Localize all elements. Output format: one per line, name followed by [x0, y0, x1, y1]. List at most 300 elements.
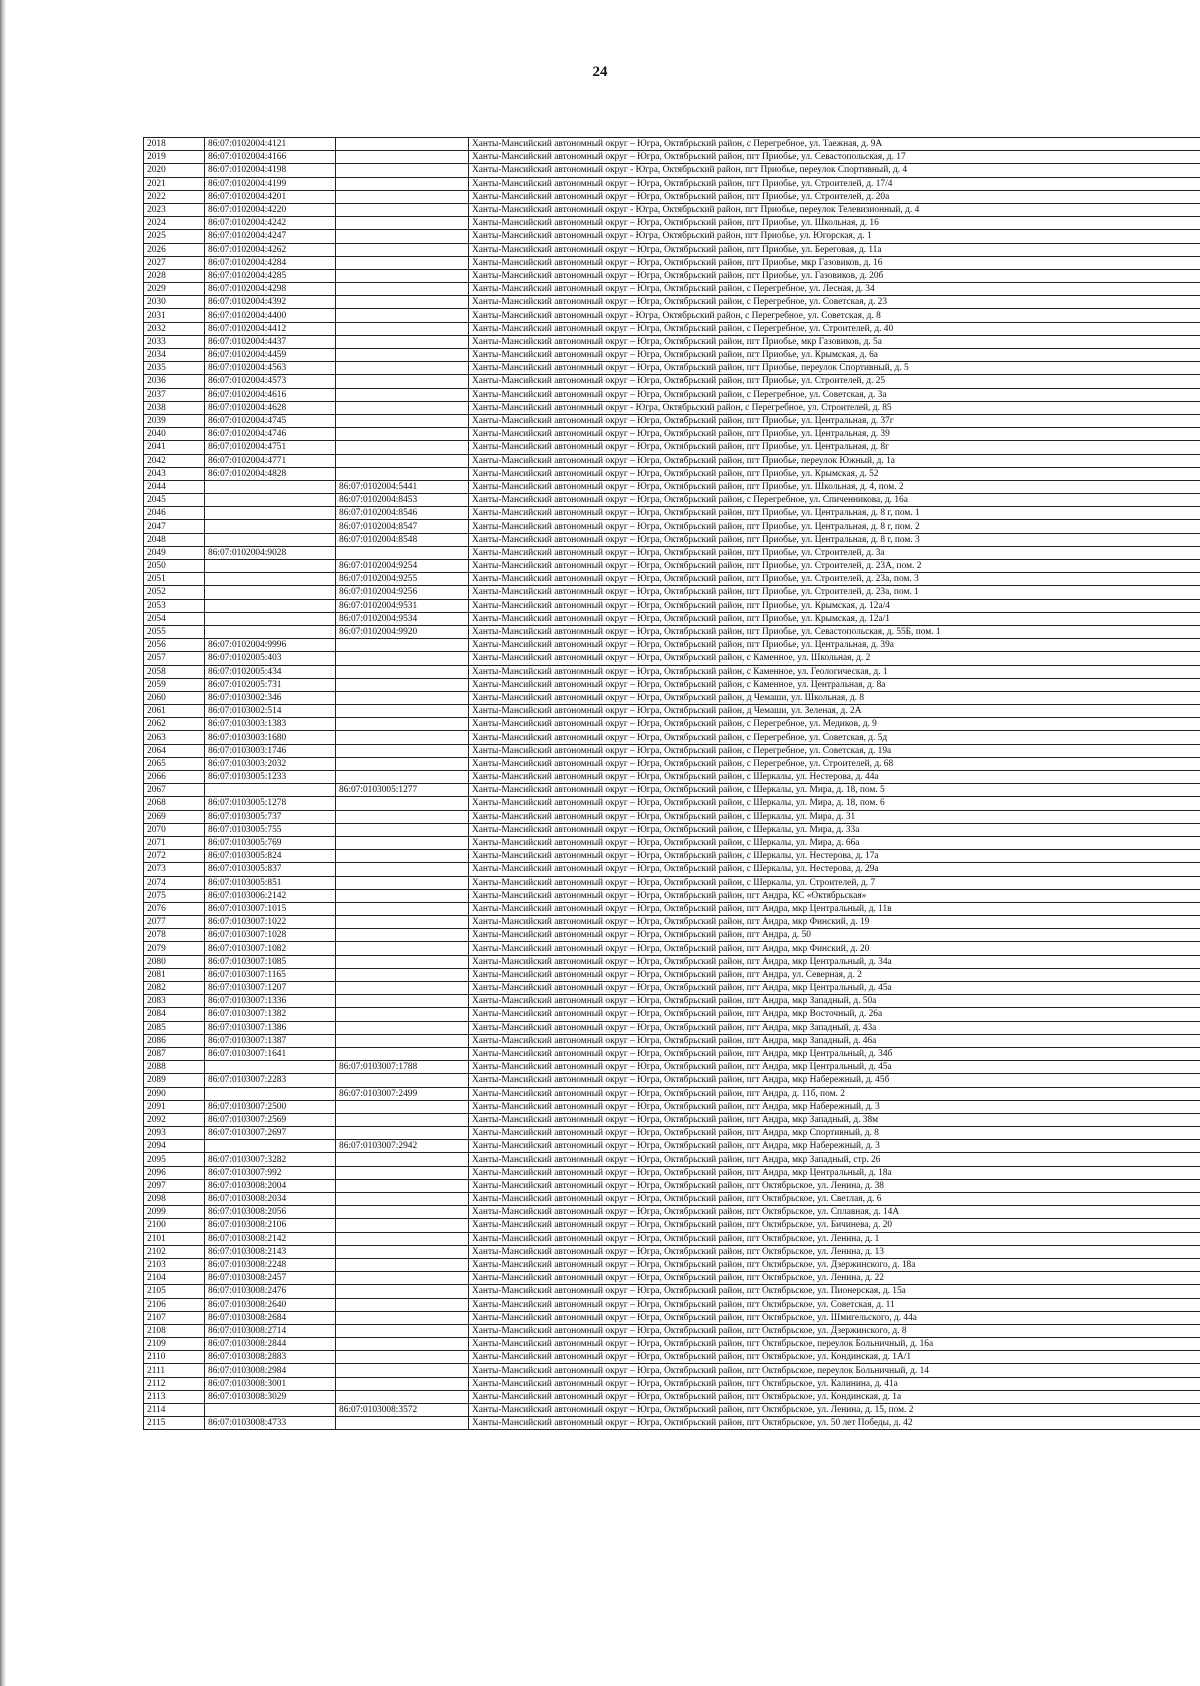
address-cell: Ханты-Мансийский автономный округ – Югра, Октябрьский район, пгт Приобье, ул. Центральная, д. 8 г, пом. 2	[469, 520, 1200, 533]
row-number-cell: 2022	[144, 190, 205, 203]
address-cell: Ханты-Мансийский автономный округ – Югра, Октябрьский район, пгт Андра, мкр Финский, д. 19	[469, 916, 1200, 929]
table-row	[144, 494, 1200, 507]
premises-cadastral-number-cell	[336, 744, 469, 757]
cadastral-number-cell: 86:07:0103007:2697	[205, 1127, 336, 1140]
cadastral-number-cell: 86:07:0102004:4201	[205, 190, 336, 203]
address-cell: Ханты-Мансийский автономный округ – Югра, Октябрьский район, с Шеркалы, ул. Строителей, д. 7	[469, 876, 1200, 889]
address-cell: Ханты-Мансийский автономный округ – Югра, Октябрьский район, пгт Приобье, ул. Школьная, д. 4, пом. 2	[469, 480, 1200, 493]
row-number-cell: 2099	[144, 1206, 205, 1219]
premises-cadastral-number-cell	[336, 955, 469, 968]
cadastral-number-cell	[205, 494, 336, 507]
row-number-cell: 2049	[144, 546, 205, 559]
address-cell: Ханты-Мансийский автономный округ – Югра, Октябрьский район, пгт Андра, мкр Западный, д. 43а	[469, 1021, 1200, 1034]
table-row	[144, 929, 1200, 942]
address-cell: Ханты-Мансийский автономный округ – Югра, Октябрьский район, пгт Андра, мкр Центральный, д. 45а	[469, 1061, 1200, 1074]
cadastral-number-cell: 86:07:0103003:2032	[205, 757, 336, 770]
cadastral-number-cell: 86:07:0102004:4412	[205, 322, 336, 335]
address-cell: Ханты-Мансийский автономный округ – Югра, Октябрьский район, пгт Андра, мкр Набережный, д. 3	[469, 1140, 1200, 1153]
cadastral-number-cell: 86:07:0103002:514	[205, 705, 336, 718]
row-number-cell: 2073	[144, 863, 205, 876]
premises-cadastral-number-cell	[336, 1351, 469, 1364]
row-number-cell: 2070	[144, 823, 205, 836]
address-cell: Ханты-Мансийский автономный округ – Югра, Октябрьский район, с Перегребное, ул. Строителей, д. 68	[469, 757, 1200, 770]
premises-cadastral-number-cell: 86:07:0103005:1277	[336, 784, 469, 797]
cadastral-number-cell: 86:07:0103008:2883	[205, 1351, 336, 1364]
premises-cadastral-number-cell	[336, 1193, 469, 1206]
cadastral-number-cell: 86:07:0102004:9996	[205, 639, 336, 652]
row-number-cell: 2027	[144, 256, 205, 269]
address-cell: Ханты-Мансийский автономный округ – Югра, Октябрьский район, пгт Октябрьское, переулок Больничный, д. 14	[469, 1364, 1200, 1377]
address-cell: Ханты-Мансийский автономный округ – Югра, Октябрьский район, с Каменное, ул. Центральная, д. 8а	[469, 678, 1200, 691]
table-row	[144, 652, 1200, 665]
row-number-cell: 2050	[144, 560, 205, 573]
cadastral-number-cell: 86:07:0102004:4828	[205, 467, 336, 480]
table-row	[144, 164, 1200, 177]
premises-cadastral-number-cell: 86:07:0102004:9531	[336, 599, 469, 612]
row-number-cell: 2042	[144, 454, 205, 467]
premises-cadastral-number-cell	[336, 1232, 469, 1245]
row-number-cell: 2054	[144, 612, 205, 625]
address-cell: Ханты-Мансийский автономный округ – Югра, Октябрьский район, пгт Андра, мкр Центральный, д. 34а	[469, 955, 1200, 968]
address-cell: Ханты-Мансийский автономный округ – Югра, Октябрьский район, пгт Октябрьское, ул. Ленина, д. 22	[469, 1272, 1200, 1285]
table-row	[144, 1245, 1200, 1258]
address-cell: Ханты-Мансийский автономный округ – Югра, Октябрьский район, с Каменное, ул. Школьная, д. 2	[469, 652, 1200, 665]
premises-cadastral-number-cell	[336, 203, 469, 216]
premises-cadastral-number-cell	[336, 1311, 469, 1324]
table-row	[144, 230, 1200, 243]
table-row	[144, 388, 1200, 401]
cadastral-number-cell: 86:07:0103005:837	[205, 863, 336, 876]
address-cell: Ханты-Мансийский автономный округ – Югра, Октябрьский район, пгт Андра, мкр Центральный, д. 18а	[469, 1166, 1200, 1179]
table-row	[144, 309, 1200, 322]
table-row	[144, 1113, 1200, 1126]
table-row	[144, 283, 1200, 296]
premises-cadastral-number-cell: 86:07:0102004:9920	[336, 625, 469, 638]
cadastral-number-cell: 86:07:0103008:2714	[205, 1324, 336, 1337]
cadastral-number-cell: 86:07:0103008:2457	[205, 1272, 336, 1285]
row-number-cell: 2113	[144, 1390, 205, 1403]
address-cell: Ханты-Мансийский автономный округ – Югра, Октябрьский район, пгт Приобье, ул. Центральная, д. 8г	[469, 441, 1200, 454]
cadastral-number-cell: 86:07:0102005:434	[205, 665, 336, 678]
cadastral-number-cell: 86:07:0102004:9028	[205, 546, 336, 559]
cadastral-number-cell: 86:07:0103006:2142	[205, 889, 336, 902]
row-number-cell: 2089	[144, 1074, 205, 1087]
row-number-cell: 2106	[144, 1298, 205, 1311]
table-row	[144, 1021, 1200, 1034]
address-cell: Ханты-Мансийский автономный округ – Югра, Октябрьский район, с Перегребное, ул. Советская, д. 23	[469, 296, 1200, 309]
premises-cadastral-number-cell	[336, 1285, 469, 1298]
row-number-cell: 2043	[144, 467, 205, 480]
table-row	[144, 705, 1200, 718]
premises-cadastral-number-cell	[336, 1390, 469, 1403]
cadastral-number-cell	[205, 1404, 336, 1417]
cadastral-number-cell: 86:07:0103008:2142	[205, 1232, 336, 1245]
cadastral-number-cell: 86:07:0102004:4771	[205, 454, 336, 467]
row-number-cell: 2029	[144, 283, 205, 296]
premises-cadastral-number-cell	[336, 1021, 469, 1034]
table-row	[144, 691, 1200, 704]
table-row	[144, 1127, 1200, 1140]
cadastral-number-cell: 86:07:0103007:2569	[205, 1113, 336, 1126]
table-row	[144, 586, 1200, 599]
address-cell: Ханты-Мансийский автономный округ – Югра, Октябрьский район, пгт Октябрьское, ул. Светлая, д. 6	[469, 1193, 1200, 1206]
address-cell: Ханты-Мансийский автономный округ – Югра, Октябрьский район, пгт Октябрьское, ул. Кондинская, д. 1а	[469, 1390, 1200, 1403]
row-number-cell: 2035	[144, 362, 205, 375]
cadastral-number-cell: 86:07:0102004:4298	[205, 283, 336, 296]
table-row	[144, 612, 1200, 625]
row-number-cell: 2020	[144, 164, 205, 177]
table-row	[144, 1034, 1200, 1047]
address-cell: Ханты-Мансийский автономный округ – Югра, Октябрьский район, с Шеркалы, ул. Мира, д. 66а	[469, 836, 1200, 849]
cadastral-number-cell	[205, 507, 336, 520]
address-cell: Ханты-Мансийский автономный округ – Югра, Октябрьский район, пгт Приобье, ул. Строителей, д. 23а, пом. 1	[469, 586, 1200, 599]
row-number-cell: 2112	[144, 1377, 205, 1390]
cadastral-number-cell: 86:07:0103003:1383	[205, 718, 336, 731]
table-row	[144, 546, 1200, 559]
row-number-cell: 2059	[144, 678, 205, 691]
premises-cadastral-number-cell	[336, 454, 469, 467]
address-cell: Ханты-Мансийский автономный округ – Югра, Октябрьский район, пгт Октябрьское, ул. Дзержинского, д. 8	[469, 1324, 1200, 1337]
address-cell: Ханты-Мансийский автономный округ – Югра, Октябрьский район, пгт Андра, мкр Западный, д. 46а	[469, 1034, 1200, 1047]
premises-cadastral-number-cell	[336, 335, 469, 348]
row-number-cell: 2087	[144, 1047, 205, 1060]
address-cell: Ханты-Мансийский автономный округ – Югра, Октябрьский район, пгт Андра, д. 11б, пом. 2	[469, 1087, 1200, 1100]
table-row	[144, 1061, 1200, 1074]
address-cell: Ханты-Мансийский автономный округ – Югра, Октябрьский район, пгт Приобье, ул. Береговая, д. 11а	[469, 243, 1200, 256]
address-cell: Ханты-Мансийский автономный округ – Югра, Октябрьский район, пгт Андра, мкр Восточный, д. 26а	[469, 1008, 1200, 1021]
premises-cadastral-number-cell	[336, 678, 469, 691]
row-number-cell: 2105	[144, 1285, 205, 1298]
row-number-cell: 2032	[144, 322, 205, 335]
cadastral-number-cell: 86:07:0103008:4733	[205, 1417, 336, 1430]
premises-cadastral-number-cell	[336, 414, 469, 427]
address-cell: Ханты-Мансийский автономный округ – Югра, Октябрьский район, с Шеркалы, ул. Нестерова, д. 44а	[469, 771, 1200, 784]
address-cell: Ханты-Мансийский автономный округ – Югра, Октябрьский район, пгт Приобье, мкр Газовиков, д. 16	[469, 256, 1200, 269]
table-row	[144, 217, 1200, 230]
address-cell: Ханты-Мансийский автономный округ – Югра, Октябрьский район, пгт Андра, мкр Набережный, д. 45б	[469, 1074, 1200, 1087]
premises-cadastral-number-cell: 86:07:0102004:8548	[336, 533, 469, 546]
cadastral-number-cell	[205, 480, 336, 493]
table-row	[144, 995, 1200, 1008]
address-cell: Ханты-Мансийский автономный округ – Югра, Октябрьский район, пгт Приобье, ул. Центральная, д. 8 г, пом. 3	[469, 533, 1200, 546]
premises-cadastral-number-cell: 86:07:0102004:9256	[336, 586, 469, 599]
table-row	[144, 507, 1200, 520]
row-number-cell: 2048	[144, 533, 205, 546]
cadastral-number-cell: 86:07:0103007:1015	[205, 902, 336, 915]
address-cell: Ханты-Мансийский автономный округ – Югра, Октябрьский район, пгт Октябрьское, ул. Дзержинского, д. 18а	[469, 1258, 1200, 1271]
row-number-cell: 2047	[144, 520, 205, 533]
row-number-cell: 2081	[144, 968, 205, 981]
table-row	[144, 850, 1200, 863]
premises-cadastral-number-cell	[336, 863, 469, 876]
cadastral-number-cell: 86:07:0102004:4573	[205, 375, 336, 388]
address-cell: Ханты-Мансийский автономный округ – Югра, Октябрьский район, пгт Приобье, мкр Газовиков, д. 5а	[469, 335, 1200, 348]
row-number-cell: 2107	[144, 1311, 205, 1324]
address-cell: Ханты-Мансийский автономный округ – Югра, Октябрьский район, с Каменное, ул. Геологическая, д. 1	[469, 665, 1200, 678]
row-number-cell: 2060	[144, 691, 205, 704]
address-cell: Ханты-Мансийский автономный округ – Югра, Октябрьский район, пгт Приобье, ул. Строителей, д. 3а	[469, 546, 1200, 559]
table-row	[144, 1100, 1200, 1113]
cadastral-number-cell: 86:07:0103005:737	[205, 810, 336, 823]
table-row	[144, 1364, 1200, 1377]
cadastral-number-cell: 86:07:0102004:4198	[205, 164, 336, 177]
cadastral-number-cell: 86:07:0103005:1233	[205, 771, 336, 784]
table-row	[144, 520, 1200, 533]
cadastral-number-cell	[205, 586, 336, 599]
row-number-cell: 2064	[144, 744, 205, 757]
address-cell: Ханты-Мансийский автономный округ – Югра, Октябрьский район, с Перегребное, ул. Строителей, д. 40	[469, 322, 1200, 335]
row-number-cell: 2093	[144, 1127, 205, 1140]
address-cell: Ханты-Мансийский автономный округ – Югра, Октябрьский район, пгт Андра, мкр Центральный, д. 34б	[469, 1047, 1200, 1060]
premises-cadastral-number-cell	[336, 1272, 469, 1285]
premises-cadastral-number-cell	[336, 1179, 469, 1192]
address-cell: Ханты-Мансийский автономный округ – Югра, Октябрьский район, с Перегребное, ул. Спиченникова, д. 16а	[469, 494, 1200, 507]
address-cell: Ханты-Мансийский автономный округ – Югра, Октябрьский район, пгт Октябрьское, переулок Больничный, д. 16а	[469, 1338, 1200, 1351]
premises-cadastral-number-cell	[336, 138, 469, 151]
cadastral-number-cell: 86:07:0102004:4242	[205, 217, 336, 230]
address-cell: Ханты-Мансийский автономный округ – Югра, Октябрьский район, пгт Октябрьское, ул. Пионерская, д. 15а	[469, 1285, 1200, 1298]
table-row	[144, 560, 1200, 573]
address-cell: Ханты-Мансийский автономный округ – Югра, Октябрьский район, пгт Андра, мкр Центральный, д. 11в	[469, 902, 1200, 915]
row-number-cell: 2033	[144, 335, 205, 348]
table-row	[144, 375, 1200, 388]
row-number-cell: 2061	[144, 705, 205, 718]
premises-cadastral-number-cell	[336, 1258, 469, 1271]
row-number-cell: 2062	[144, 718, 205, 731]
premises-cadastral-number-cell	[336, 177, 469, 190]
address-cell: Ханты-Мансийский автономный округ – Югра, Октябрьский район, с Шеркалы, ул. Мира, д. 31	[469, 810, 1200, 823]
premises-cadastral-number-cell	[336, 1100, 469, 1113]
table-row	[144, 1390, 1200, 1403]
table-row	[144, 151, 1200, 164]
table-row	[144, 639, 1200, 652]
address-cell: Ханты-Мансийский автономный округ – Югра, Октябрьский район, пгт Октябрьское, ул. Ленина, д. 15, пом. 2	[469, 1404, 1200, 1417]
row-number-cell: 2091	[144, 1100, 205, 1113]
cadastral-number-cell: 86:07:0103008:2004	[205, 1179, 336, 1192]
cadastral-number-cell: 86:07:0103008:2984	[205, 1364, 336, 1377]
table-row	[144, 744, 1200, 757]
table-row	[144, 784, 1200, 797]
premises-cadastral-number-cell: 86:07:0102004:9255	[336, 573, 469, 586]
premises-cadastral-number-cell	[336, 705, 469, 718]
premises-cadastral-number-cell: 86:07:0103007:1788	[336, 1061, 469, 1074]
cadastral-number-cell: 86:07:0103007:2500	[205, 1100, 336, 1113]
row-number-cell: 2085	[144, 1021, 205, 1034]
cadastral-number-cell: 86:07:0102004:4746	[205, 428, 336, 441]
premises-cadastral-number-cell	[336, 823, 469, 836]
cadastral-number-cell: 86:07:0103007:1207	[205, 982, 336, 995]
table-row	[144, 296, 1200, 309]
address-cell: Ханты-Мансийский автономный округ - Югра, Октябрьский район, с Перегребное, ул. Строителей, д. 85	[469, 401, 1200, 414]
scan-edge	[0, 0, 6, 1686]
table-body	[144, 138, 1200, 1430]
table-row	[144, 1324, 1200, 1337]
premises-cadastral-number-cell	[336, 1324, 469, 1337]
cadastral-number-cell: 86:07:0102004:4247	[205, 230, 336, 243]
row-number-cell: 2030	[144, 296, 205, 309]
address-cell: Ханты-Мансийский автономный округ – Югра, Октябрьский район, с Перегребное, ул. Советская, д. 5д	[469, 731, 1200, 744]
premises-cadastral-number-cell	[336, 151, 469, 164]
address-cell: Ханты-Мансийский автономный округ – Югра, Октябрьский район, пгт Октябрьское, ул. Кондинская, д. 1А/1	[469, 1351, 1200, 1364]
premises-cadastral-number-cell	[336, 1245, 469, 1258]
address-cell: Ханты-Мансийский автономный округ – Югра, Октябрьский район, пгт Октябрьское, ул. Бичинева, д. 20	[469, 1219, 1200, 1232]
row-number-cell: 2038	[144, 401, 205, 414]
address-cell: Ханты-Мансийский автономный округ - Югра, Октябрьский район, с Перегребное, ул. Советская, д. 8	[469, 309, 1200, 322]
premises-cadastral-number-cell	[336, 836, 469, 849]
row-number-cell: 2100	[144, 1219, 205, 1232]
premises-cadastral-number-cell	[336, 718, 469, 731]
row-number-cell: 2080	[144, 955, 205, 968]
premises-cadastral-number-cell	[336, 902, 469, 915]
row-number-cell: 2088	[144, 1061, 205, 1074]
cadastral-number-cell	[205, 625, 336, 638]
address-cell: Ханты-Мансийский автономный округ – Югра, Октябрьский район, пгт Октябрьское, ул. 50 лет Победы, д. 42	[469, 1417, 1200, 1430]
premises-cadastral-number-cell	[336, 428, 469, 441]
premises-cadastral-number-cell	[336, 1219, 469, 1232]
address-cell: Ханты-Мансийский автономный округ – Югра, Октябрьский район, пгт Октябрьское, ул. Шмигельского, д. 44а	[469, 1311, 1200, 1324]
cadastral-number-cell: 86:07:0103007:1336	[205, 995, 336, 1008]
address-cell: Ханты-Мансийский автономный округ – Югра, Октябрьский район, пгт Октябрьское, ул. Калинина, д. 41а	[469, 1377, 1200, 1390]
row-number-cell: 2074	[144, 876, 205, 889]
premises-cadastral-number-cell	[336, 296, 469, 309]
cadastral-number-cell: 86:07:0103007:3282	[205, 1153, 336, 1166]
row-number-cell: 2077	[144, 916, 205, 929]
premises-cadastral-number-cell	[336, 269, 469, 282]
address-cell: Ханты-Мансийский автономный округ - Югра, Октябрьский район, пгт Приобье, переулок Телевизионный, д. 4	[469, 203, 1200, 216]
row-number-cell: 2056	[144, 639, 205, 652]
address-cell: Ханты-Мансийский автономный округ – Югра, Октябрьский район, пгт Андра, ул. Северная, д. 2	[469, 968, 1200, 981]
table-row	[144, 269, 1200, 282]
premises-cadastral-number-cell	[336, 652, 469, 665]
table-row	[144, 454, 1200, 467]
premises-cadastral-number-cell: 86:07:0103007:2499	[336, 1087, 469, 1100]
address-cell: Ханты-Мансийский автономный округ – Югра, Октябрьский район, пгт Андра, КС «Октябрьская»	[469, 889, 1200, 902]
cadastral-number-cell: 86:07:0102004:4285	[205, 269, 336, 282]
row-number-cell: 2114	[144, 1404, 205, 1417]
cadastral-number-cell	[205, 784, 336, 797]
cadastral-number-cell	[205, 560, 336, 573]
table-row	[144, 1206, 1200, 1219]
premises-cadastral-number-cell	[336, 401, 469, 414]
row-number-cell: 2096	[144, 1166, 205, 1179]
row-number-cell: 2095	[144, 1153, 205, 1166]
address-cell: Ханты-Мансийский автономный округ – Югра, Октябрьский район, пгт Андра, мкр Финский, д. 20	[469, 942, 1200, 955]
table-row	[144, 428, 1200, 441]
cadastral-number-cell: 86:07:0103008:3029	[205, 1390, 336, 1403]
cadastral-number-cell: 86:07:0102005:403	[205, 652, 336, 665]
table-row	[144, 1153, 1200, 1166]
row-number-cell: 2039	[144, 414, 205, 427]
cadastral-number-cell: 86:07:0103007:992	[205, 1166, 336, 1179]
address-cell: Ханты-Мансийский автономный округ – Югра, Октябрьский район, пгт Приобье, ул. Центральная, д. 8 г, пом. 1	[469, 507, 1200, 520]
row-number-cell: 2104	[144, 1272, 205, 1285]
premises-cadastral-number-cell	[336, 388, 469, 401]
cadastral-number-cell: 86:07:0102004:4284	[205, 256, 336, 269]
cadastral-number-cell	[205, 1061, 336, 1074]
premises-cadastral-number-cell	[336, 1417, 469, 1430]
row-number-cell: 2058	[144, 665, 205, 678]
table-row	[144, 968, 1200, 981]
table-row	[144, 1219, 1200, 1232]
table-row	[144, 916, 1200, 929]
cadastral-number-cell: 86:07:0103005:755	[205, 823, 336, 836]
row-number-cell: 2063	[144, 731, 205, 744]
table-row	[144, 1008, 1200, 1021]
table-row	[144, 480, 1200, 493]
table-row	[144, 1285, 1200, 1298]
premises-cadastral-number-cell	[336, 362, 469, 375]
premises-cadastral-number-cell	[336, 1047, 469, 1060]
row-number-cell: 2110	[144, 1351, 205, 1364]
row-number-cell: 2067	[144, 784, 205, 797]
cadastral-number-cell: 86:07:0102004:4616	[205, 388, 336, 401]
row-number-cell: 2045	[144, 494, 205, 507]
cadastral-number-cell: 86:07:0103007:1641	[205, 1047, 336, 1060]
cadastral-number-cell: 86:07:0102004:4392	[205, 296, 336, 309]
premises-cadastral-number-cell: 86:07:0103007:2942	[336, 1140, 469, 1153]
address-cell: Ханты-Мансийский автономный округ – Югра, Октябрьский район, пгт Андра, мкр Западный, д. 38м	[469, 1113, 1200, 1126]
address-cell: Ханты-Мансийский автономный округ – Югра, Октябрьский район, пгт Приобье, ул. Строителей, д. 23а, пом. 3	[469, 573, 1200, 586]
address-cell: Ханты-Мансийский автономный округ – Югра, Октябрьский район, пгт Приобье, ул. Крымская, д. 12а/4	[469, 599, 1200, 612]
address-cell: Ханты-Мансийский автономный округ – Югра, Октябрьский район, пгт Приобье, переулок Спортивный, д. 5	[469, 362, 1200, 375]
address-cell: Ханты-Мансийский автономный округ – Югра, Октябрьский район, пгт Андра, мкр Западный, стр. 26	[469, 1153, 1200, 1166]
cadastral-number-cell	[205, 599, 336, 612]
premises-cadastral-number-cell: 86:07:0102004:8547	[336, 520, 469, 533]
premises-cadastral-number-cell	[336, 243, 469, 256]
row-number-cell: 2065	[144, 757, 205, 770]
premises-cadastral-number-cell	[336, 942, 469, 955]
table-row	[144, 1087, 1200, 1100]
premises-cadastral-number-cell	[336, 968, 469, 981]
table-row	[144, 441, 1200, 454]
cadastral-number-cell: 86:07:0103008:2034	[205, 1193, 336, 1206]
table-row	[144, 1074, 1200, 1087]
premises-cadastral-number-cell	[336, 982, 469, 995]
cadastral-number-cell: 86:07:0103008:2640	[205, 1298, 336, 1311]
table-row	[144, 1338, 1200, 1351]
table-row	[144, 467, 1200, 480]
row-number-cell: 2021	[144, 177, 205, 190]
cadastral-number-cell: 86:07:0102004:4563	[205, 362, 336, 375]
cadastral-number-cell: 86:07:0103007:1085	[205, 955, 336, 968]
premises-cadastral-number-cell	[336, 217, 469, 230]
address-cell: Ханты-Мансийский автономный округ – Югра, Октябрьский район, пгт Приобье, ул. Севастопольская, д. 17	[469, 151, 1200, 164]
table-row	[144, 138, 1200, 151]
cadastral-number-cell: 86:07:0102004:4437	[205, 335, 336, 348]
row-number-cell: 2053	[144, 599, 205, 612]
cadastral-number-cell: 86:07:0102004:4199	[205, 177, 336, 190]
address-cell: Ханты-Мансийский автономный округ – Югра, Октябрьский район, пгт Андра, мкр Набережный, д. 3	[469, 1100, 1200, 1113]
table-row	[144, 982, 1200, 995]
address-cell: Ханты-Мансийский автономный округ – Югра, Октябрьский район, пгт Приобье, ул. Крымская, д. 6а	[469, 349, 1200, 362]
table-row	[144, 1140, 1200, 1153]
cadastral-number-cell: 86:07:0102004:4745	[205, 414, 336, 427]
table-row	[144, 955, 1200, 968]
address-cell: Ханты-Мансийский автономный округ – Югра, Октябрьский район, с Шеркалы, ул. Мира, д. 33а	[469, 823, 1200, 836]
row-number-cell: 2018	[144, 138, 205, 151]
cadastral-number-cell: 86:07:0103007:1082	[205, 942, 336, 955]
cadastral-number-cell: 86:07:0102004:4121	[205, 138, 336, 151]
row-number-cell: 2037	[144, 388, 205, 401]
address-cell: Ханты-Мансийский автономный округ – Югра, Октябрьский район, пгт Приобье, ул. Строителей, д. 17/4	[469, 177, 1200, 190]
premises-cadastral-number-cell: 86:07:0102004:8546	[336, 507, 469, 520]
address-cell: Ханты-Мансийский автономный округ – Югра, Октябрьский район, с Шеркалы, ул. Мира, д. 18, пом. 6	[469, 797, 1200, 810]
address-cell: Ханты-Мансийский автономный округ – Югра, Октябрьский район, пгт Октябрьское, ул. Ленина, д. 38	[469, 1179, 1200, 1192]
table-row	[144, 902, 1200, 915]
row-number-cell: 2079	[144, 942, 205, 955]
address-cell: Ханты-Мансийский автономный округ – Югра, Октябрьский район, пгт Андра, д. 50	[469, 929, 1200, 942]
address-cell: Ханты-Мансийский автономный округ – Югра, Октябрьский район, с Шеркалы, ул. Нестерова, д. 17а	[469, 850, 1200, 863]
